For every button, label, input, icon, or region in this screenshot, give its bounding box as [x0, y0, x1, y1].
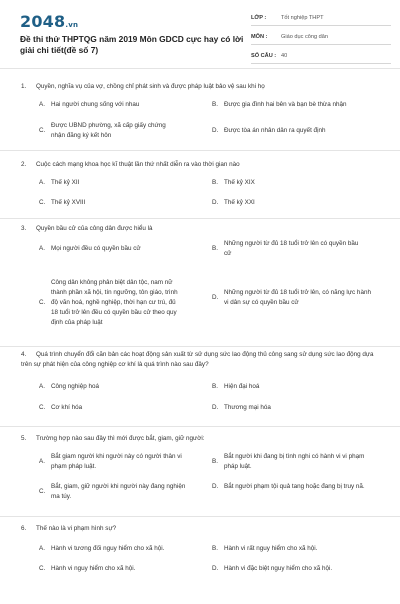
option-a[interactable]: A. Hai người chung sống với nhau: [39, 101, 140, 108]
question-text: 1. Quyền, nghĩa vụ của vợ, chồng chỉ phát sinh và được pháp luật bảo vệ sau khi họ: [21, 83, 265, 90]
question-4: [0, 350, 400, 436]
option-a[interactable]: A. Hành vi tương đối nguy hiểm cho xã hội.: [39, 545, 165, 552]
option-c[interactable]: C. Công dân không phân biệt dân tộc, nam nữ thành phần xã hội, tín ngưỡng, tôn giáo, trình độ văn hoá, nghề nghiệp, thời hạn cư trú, đủ 18 tuổi trở lên đều có quyền bầu cử theo quy định của pháp luật: [39, 279, 178, 326]
option-a[interactable]: A. Bắt giam người khi người này có người thân vi phạm pháp luật.: [39, 453, 182, 470]
question-divider: [0, 426, 400, 427]
question-list: [0, 72, 400, 604]
option-d[interactable]: D. Được tòa án nhân dân ra quyết định: [212, 127, 326, 134]
question-6: [0, 524, 400, 604]
question-3: [0, 222, 400, 350]
option-b[interactable]: B. Được gia đình hai bên và bạn bè thừa nhận: [212, 101, 347, 108]
question-5: [0, 430, 400, 534]
option-d[interactable]: D. Thế kỷ XXI: [212, 199, 255, 206]
question-text: 2. Cuộc cách mạng khoa học kĩ thuật lần thứ nhất diễn ra vào thời gian nào: [21, 161, 240, 168]
question-text: 3. Quyền bầu cử của công dân được hiểu là: [21, 225, 153, 232]
option-b[interactable]: B. Hành vi rất nguy hiểm cho xã hội.: [212, 545, 318, 552]
option-c[interactable]: C. Được UBND phường, xã cấp giấy chứng nhận đăng ký kết hôn: [39, 122, 166, 139]
page-header: [0, 0, 400, 68]
meta-question-count: SỐ CÂU : 40: [251, 49, 391, 64]
option-b[interactable]: B. Hiện đại hoá: [212, 383, 260, 390]
meta-class: LỚP : Tốt nghiệp THPT: [251, 11, 391, 26]
question-divider: [0, 516, 400, 517]
option-d[interactable]: D. Những người từ đủ 18 tuổi trở lên, có năng lực hành vi dân sự có quyền bầu cử: [212, 289, 371, 306]
option-c[interactable]: C. Bắt, giam, giữ người khi người này đang nghiện ma túy.: [39, 483, 186, 500]
option-c[interactable]: C. Hành vi nguy hiểm cho xã hội.: [39, 565, 136, 572]
option-b[interactable]: B. Thế kỷ XIX: [212, 179, 255, 186]
question-1: [0, 72, 400, 162]
site-logo[interactable]: 2048.vn: [20, 12, 79, 31]
question-2: [0, 150, 400, 222]
question-divider: [0, 218, 400, 219]
header-divider: [0, 68, 400, 69]
option-d[interactable]: D. Hành vi đặc biệt nguy hiểm cho xã hội.: [212, 565, 333, 572]
question-text: 6. Thế nào là vi phạm hình sự?: [21, 525, 117, 532]
meta-subject: MÔN : Giáo dục công dân: [251, 30, 391, 45]
option-c[interactable]: C. Thế kỷ XVIII: [39, 199, 86, 206]
option-a[interactable]: A. Mọi người đều có quyền bầu cử: [39, 245, 141, 252]
option-b[interactable]: B. Bắt người khi đang bị tình nghi có hành vi vi phạm pháp luật.: [212, 453, 365, 470]
option-c[interactable]: C. Cơ khí hóa: [39, 404, 83, 411]
question-divider: [0, 346, 400, 347]
option-d[interactable]: D. Bắt người phạm tội quả tang hoặc đang bị truy nã.: [212, 483, 365, 490]
option-d[interactable]: D. Thương mại hóa: [212, 404, 271, 411]
exam-title: Đề thi thử THPTQG năm 2019 Môn GDCD cực hay có lời giải chi tiết(đề số 7): [20, 34, 244, 55]
option-a[interactable]: A. Công nghiệp hoá: [39, 383, 99, 390]
question-text: 4. Quá trình chuyển đổi căn bản các hoạt động sản xuất từ sử dụng sức lao động thủ công sang sử dụng sức lao động dựa trên sự phát hiện của công nghiệp cơ khí là quá trình nào sau đây?: [21, 351, 374, 368]
question-text: 5. Trường hợp nào sau đây thì mới được bắt, giam, giữ người:: [21, 435, 205, 442]
option-a[interactable]: A. Thế kỷ XII: [39, 179, 80, 186]
exam-meta: [251, 11, 391, 68]
option-b[interactable]: B. Những người từ đủ 18 tuổi trở lên có quyền bầu cử: [212, 240, 359, 257]
